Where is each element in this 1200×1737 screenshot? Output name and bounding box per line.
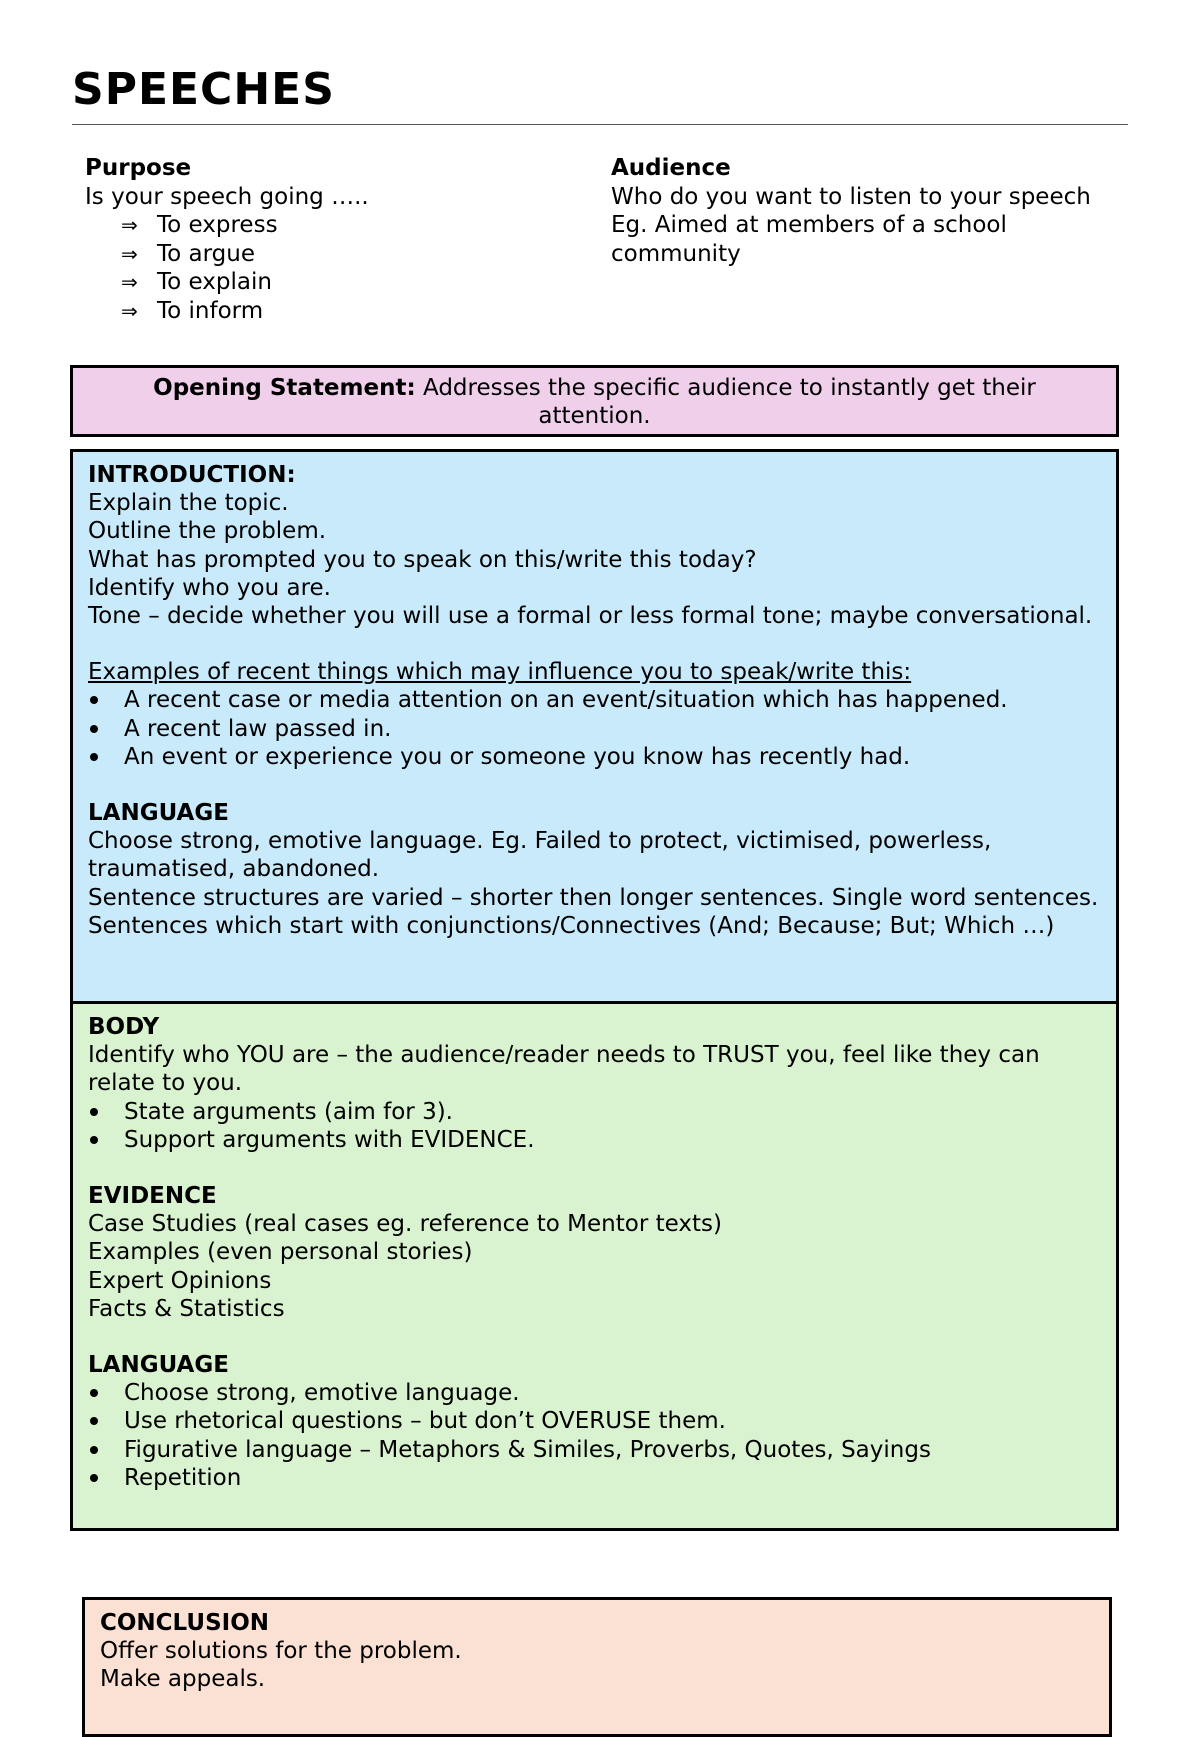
- list-item: [88, 1464, 1102, 1492]
- purpose-item: [121, 297, 565, 326]
- purpose-item-label: To explain: [157, 269, 272, 295]
- purpose-section: [85, 154, 565, 325]
- list-item: [88, 715, 1102, 743]
- examples-list: [88, 686, 1102, 771]
- evidence-line: Expert Opinions: [88, 1267, 272, 1294]
- body-box: [70, 1001, 1119, 1531]
- bullet-icon: [88, 1098, 124, 1126]
- list-item: [88, 743, 1102, 771]
- language-line: Choose strong, emotive language. Eg. Failed to protect, victimised, powerless, traumatised, abandoned.: [88, 828, 992, 883]
- introduction-line: Identify who you are.: [88, 574, 331, 601]
- purpose-intro: Is your speech going …..: [85, 183, 369, 210]
- language-list: [88, 1379, 1102, 1492]
- bullet-icon: [88, 1436, 124, 1464]
- audience-line: Eg. Aimed at members of a school: [611, 212, 1007, 238]
- opening-statement-box: [70, 365, 1119, 437]
- page-title: SPEECHES: [72, 64, 335, 115]
- bullet-icon: [88, 743, 124, 771]
- purpose-item: [121, 240, 565, 269]
- list-item: [88, 1098, 1102, 1126]
- purpose-item-label: To argue: [157, 240, 255, 267]
- purpose-item-label: To inform: [157, 297, 264, 324]
- list-item: [88, 1407, 1102, 1435]
- audience-heading: Audience: [611, 155, 731, 181]
- evidence-line: Examples (even personal stories): [88, 1239, 473, 1266]
- conclusion-box: [82, 1597, 1112, 1737]
- list-item-text: Support arguments with EVIDENCE.: [124, 1126, 535, 1153]
- introduction-line: Tone – decide whether you will use a formal or less formal tone; maybe conversational.: [88, 603, 1093, 630]
- opening-statement-label: Opening Statement:: [153, 375, 416, 401]
- audience-section: [611, 154, 1131, 268]
- purpose-item: [121, 268, 565, 297]
- list-item-text: Use rhetorical questions – but don’t OVERUSE them.: [124, 1408, 726, 1435]
- list-item-text: State arguments (aim for 3).: [124, 1098, 453, 1125]
- bullet-icon: [88, 1464, 124, 1492]
- list-item-text: A recent law passed in.: [124, 715, 392, 742]
- arrow-icon: ⇒: [121, 298, 138, 323]
- evidence-heading: EVIDENCE: [88, 1183, 217, 1210]
- evidence-line: Facts & Statistics: [88, 1295, 285, 1322]
- opening-statement-text: Addresses the specific audience to instantly get their attention.: [415, 375, 1036, 430]
- list-item-text: An event or experience you or someone you know has recently had.: [124, 743, 911, 770]
- language-line: Sentence structures are varied – shorter then longer sentences. Single word sentences. Sentences which start with conjunctions/Connectives (And; Because; But; Which …): [88, 884, 1099, 939]
- purpose-heading: Purpose: [85, 155, 192, 181]
- bullet-icon: [88, 1407, 124, 1435]
- conclusion-line: Offer solutions for the problem.: [100, 1638, 462, 1665]
- evidence-line: Case Studies (real cases eg. reference to Mentor texts): [88, 1211, 722, 1238]
- bullet-icon: [88, 1126, 124, 1154]
- purpose-item: [121, 211, 565, 240]
- bullet-icon: [88, 1379, 124, 1407]
- language-heading: LANGUAGE: [88, 1352, 229, 1379]
- bullet-icon: [88, 715, 124, 743]
- body-text: Identify who YOU are – the audience/reader needs to TRUST you, feel like they can relate to you.: [88, 1042, 1040, 1097]
- list-item-text: A recent case or media attention on an event/situation which has happened.: [124, 687, 1008, 714]
- language-heading: LANGUAGE: [88, 800, 229, 827]
- audience-line: community: [611, 240, 741, 267]
- purpose-item-label: To express: [157, 212, 278, 238]
- list-item: [88, 1126, 1102, 1154]
- list-item-text: Figurative language – Metaphors & Similes, Proverbs, Quotes, Sayings: [124, 1436, 931, 1463]
- list-item-text: Choose strong, emotive language.: [124, 1380, 520, 1407]
- introduction-box: [70, 449, 1119, 1004]
- arrow-icon: ⇒: [121, 270, 138, 294]
- arrow-icon: ⇒: [121, 213, 138, 237]
- introduction-heading: INTRODUCTION:: [88, 462, 296, 488]
- purpose-list: [85, 211, 565, 325]
- introduction-line: Outline the problem.: [88, 518, 327, 545]
- body-list: [88, 1098, 1102, 1154]
- arrow-icon: ⇒: [121, 241, 138, 266]
- list-item: [88, 686, 1102, 714]
- introduction-line: Explain the topic.: [88, 490, 289, 517]
- introduction-line: What has prompted you to speak on this/write this today?: [88, 546, 757, 573]
- audience-line: Who do you want to listen to your speech: [611, 183, 1091, 210]
- list-item: [88, 1379, 1102, 1407]
- examples-heading: Examples of recent things which may influence you to speak/write this:: [88, 659, 912, 686]
- conclusion-line: Make appeals.: [100, 1666, 266, 1693]
- title-divider: [72, 124, 1128, 125]
- list-item-text: Repetition: [124, 1464, 242, 1491]
- bullet-icon: [88, 686, 124, 714]
- conclusion-heading: CONCLUSION: [100, 1610, 269, 1636]
- list-item: [88, 1436, 1102, 1464]
- body-heading: BODY: [88, 1014, 160, 1040]
